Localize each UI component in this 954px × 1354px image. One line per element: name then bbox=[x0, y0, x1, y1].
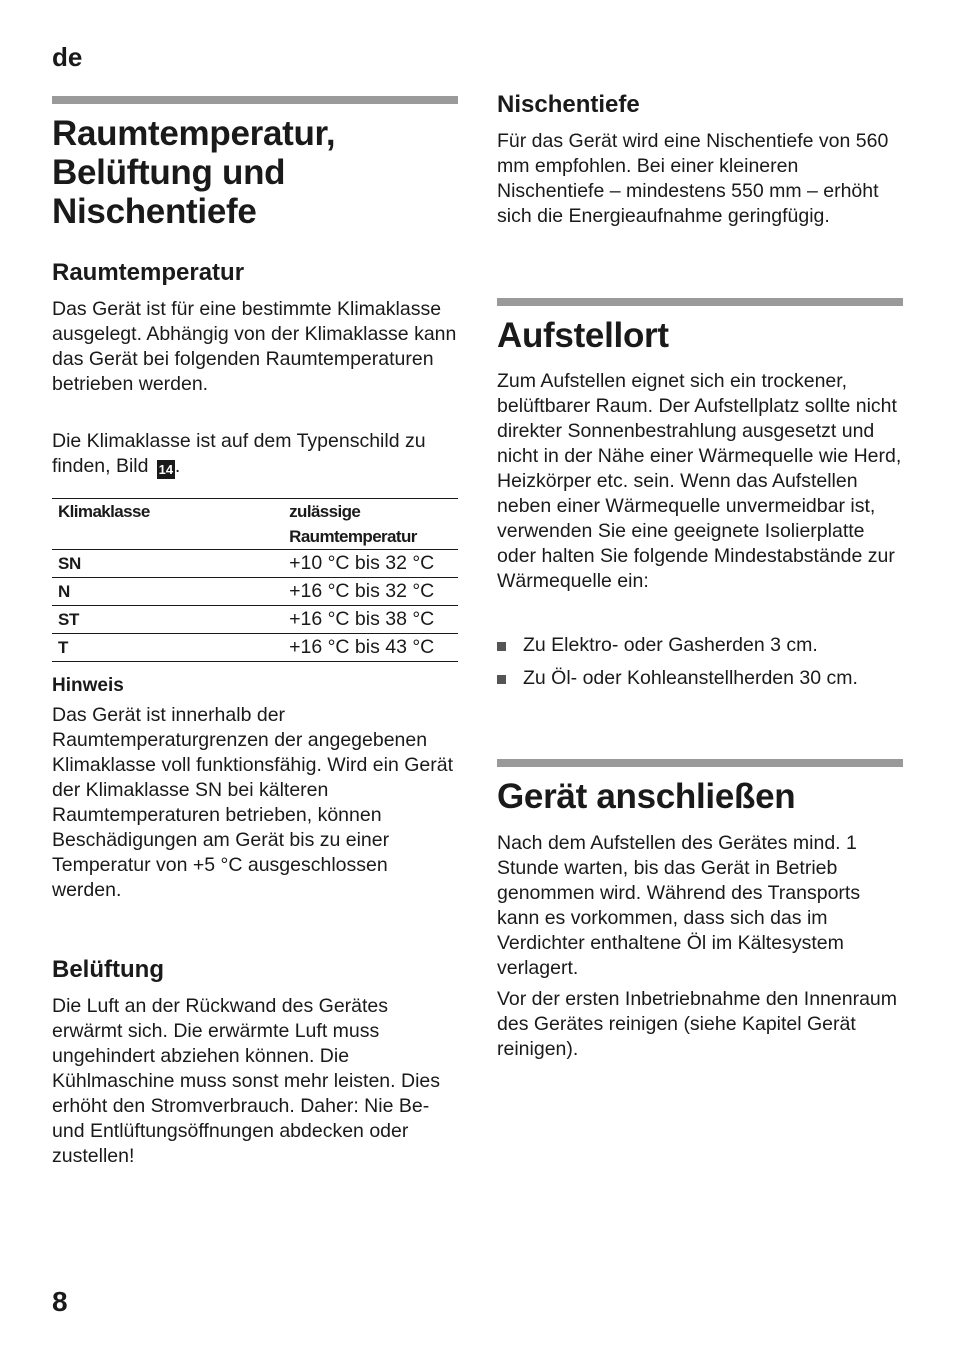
section-title-raumtemperatur-belueftung-nischentiefe: Raumtemperatur, Belüftung und Nischentiefe bbox=[52, 114, 336, 231]
table-row: N +16 °C bis 32 °C bbox=[52, 578, 458, 606]
bullet-square-icon bbox=[497, 675, 506, 684]
table-row: SN +10 °C bis 32 °C bbox=[52, 550, 458, 578]
language-label: de bbox=[52, 42, 83, 72]
list-item: Zu Elektro- oder Gasherden 3 cm. bbox=[497, 633, 903, 658]
paragraph-typenschild: Die Klimaklasse ist auf dem Typenschild zu finden, Bild 14. bbox=[52, 430, 426, 477]
paragraph-belueftung: Die Luft an der Rückwand des Gerätes erwärmt sich. Die erwärmte Luft muss ungehindert abziehen können. Die Kühlmaschine muss sonst mehr leisten. Dies erhöht den Stromverbrauch. Daher: Nie Be- und Entlüftungsöffnungen abdecken oder zustellen! bbox=[52, 995, 440, 1167]
column-header-raumtemperatur: zulässige Raumtemperatur bbox=[289, 502, 417, 546]
table-header-row bbox=[52, 499, 458, 550]
heading-belueftung: Belüftung bbox=[52, 956, 164, 983]
section-title-aufstellort: Aufstellort bbox=[497, 316, 669, 355]
page-number: 8 bbox=[52, 1286, 68, 1317]
section-rule bbox=[497, 298, 903, 306]
table-row: T +16 °C bis 43 °C bbox=[52, 634, 458, 662]
paragraph-anschliessen-2: Vor der ersten Inbetriebnahme den Innenraum des Gerätes reinigen (siehe Kapitel Gerät reinigen). bbox=[497, 988, 898, 1060]
heading-hinweis: Hinweis bbox=[52, 675, 124, 696]
paragraph-nischentiefe: Für das Gerät wird eine Nischentiefe von 560 mm empfohlen. Bei einer kleineren Nischentiefe – mindestens 550 mm – erhöht sich die Energieaufnahme geringfügig. bbox=[497, 130, 889, 227]
heading-raumtemperatur: Raumtemperatur bbox=[52, 259, 245, 286]
column-header-klimaklasse: Klimaklasse bbox=[58, 502, 150, 521]
bullet-list-mindestabstaende bbox=[497, 633, 903, 699]
paragraph-hinweis: Das Gerät ist innerhalb der Raumtemperaturgrenzen der angegebenen Klimaklasse voll funktionsfähig. Wird ein Gerät der Klimaklasse SN bei kälteren Raumtemperaturen betrieben, können Beschädigungen am Gerät bis zu einer Temperatur von +5 °C ausgeschlossen werden. bbox=[52, 704, 453, 901]
section-rule bbox=[497, 759, 903, 767]
bullet-square-icon bbox=[497, 642, 506, 651]
paragraph-anschliessen-1: Nach dem Aufstellen des Gerätes mind. 1 Stunde warten, bis das Gerät in Betrieb genommen wird. Während des Transports kann es vorkommen, dass sich das im Verdichter enthaltene Öl im Kältesystem verlagert. bbox=[497, 832, 861, 979]
table-row: ST +16 °C bis 38 °C bbox=[52, 606, 458, 634]
list-item: Zu Öl- oder Kohleanstellherden 30 cm. bbox=[497, 666, 903, 691]
klimaklasse-table bbox=[52, 498, 458, 662]
figure-reference-badge: 14 bbox=[158, 462, 174, 477]
heading-nischentiefe: Nischentiefe bbox=[497, 91, 640, 118]
paragraph-klimaklasse: Das Gerät ist für eine bestimmte Klimaklasse ausgelegt. Abhängig von der Klimaklasse kann das Gerät bei folgenden Raumtemperaturen betrieben werden. bbox=[52, 298, 457, 395]
section-title-geraet-anschliessen: Gerät anschließen bbox=[497, 777, 796, 816]
paragraph-aufstellort: Zum Aufstellen eignet sich ein trockener, belüftbarer Raum. Der Aufstellplatz sollte nicht direkter Sonnenbestrahlung ausgesetzt und nicht in der Nähe einer Wärmequelle wie Herd, Heizkörper etc. sein. Wenn das Aufstellen neben einer Wärmequelle unvermeidbar ist, verwenden Sie eine geeignete Isolierplatte oder halten Sie folgende Mindestabstände zur Wärmequelle ein: bbox=[497, 370, 902, 592]
section-rule bbox=[52, 96, 458, 104]
